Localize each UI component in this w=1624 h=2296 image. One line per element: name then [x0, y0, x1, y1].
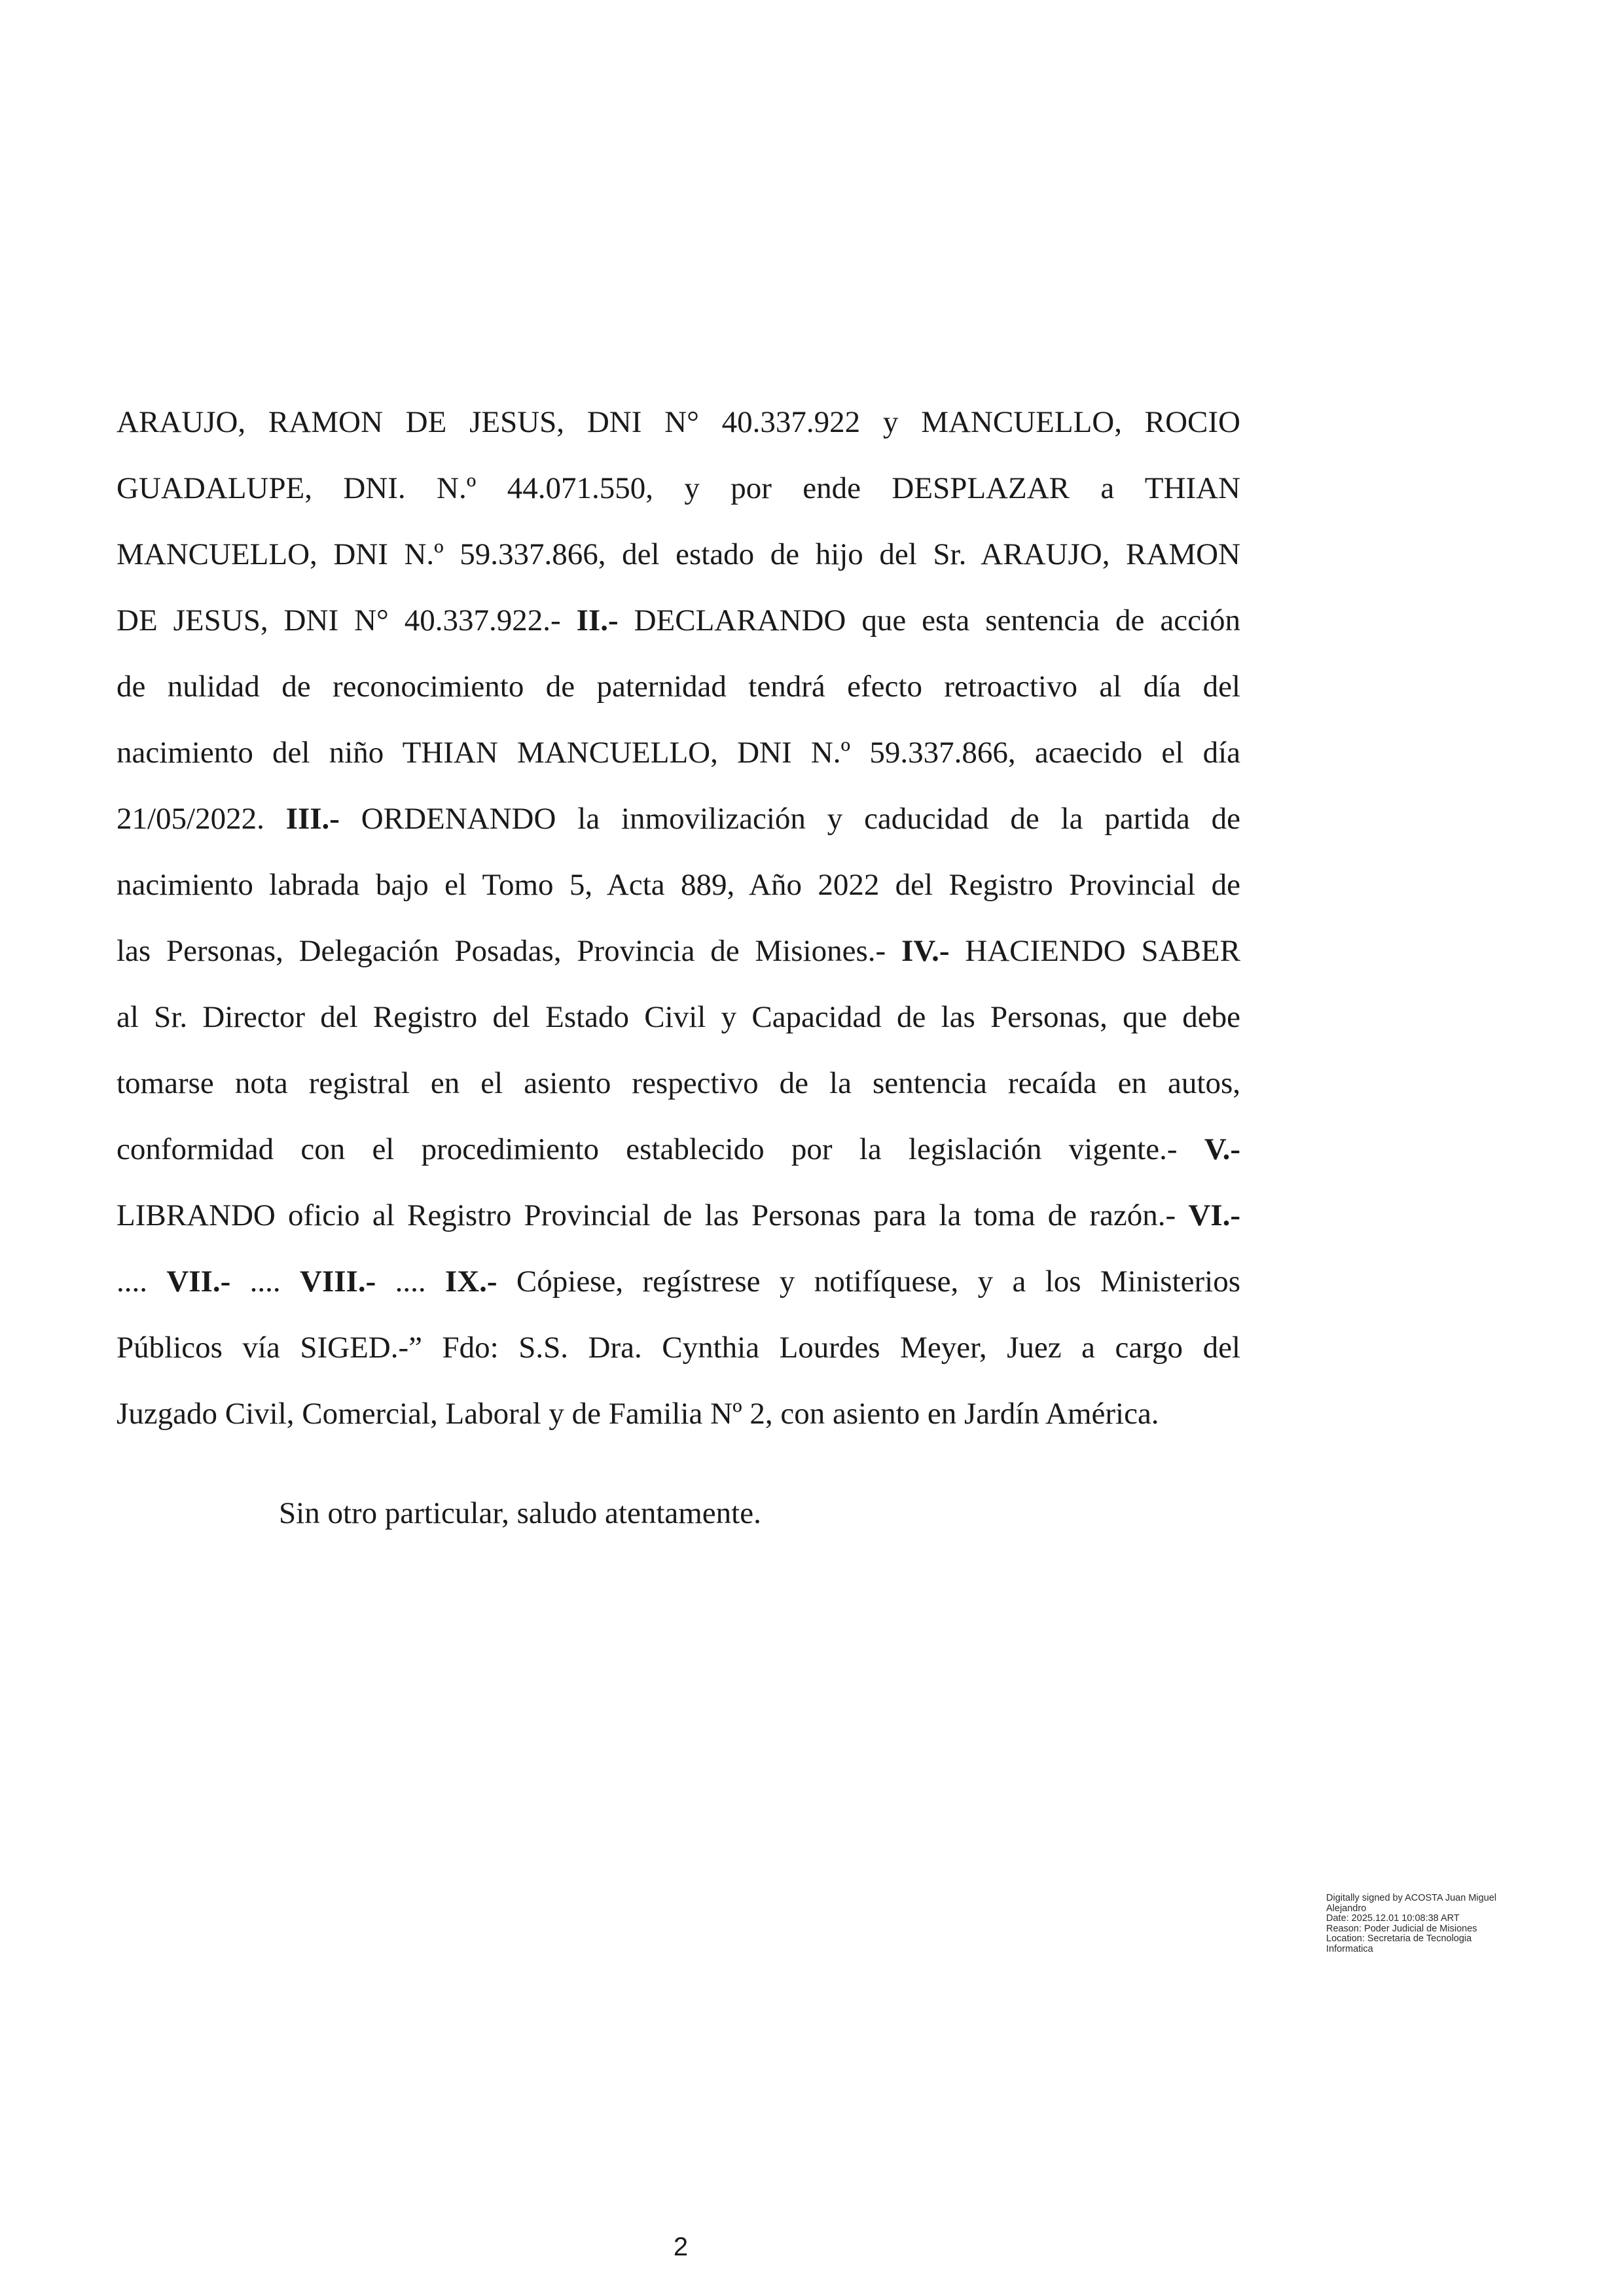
section-numeral: VI.-	[1188, 1198, 1240, 1232]
text-run: Juzgado Civil, Comercial, Laboral y de Familia Nº 2, con asiento en Jardín América.	[117, 1397, 1159, 1431]
section-numeral: III.-	[285, 802, 340, 836]
text-run: Públicos vía SIGED.-” Fdo: S.S. Dra. Cynthia Lourdes Meyer, Juez a cargo del	[117, 1331, 1240, 1365]
text-line	[117, 654, 1240, 720]
signature-line: Location: Secretaria de Tecnologia	[1326, 1933, 1472, 1944]
page-number: 2	[673, 2233, 689, 2261]
text-run: nacimiento labrada bajo el Tomo 5, Acta 889, Año 2022 del Registro Provincial de	[117, 868, 1240, 902]
text-line	[117, 720, 1240, 786]
section-numeral: II.-	[576, 603, 619, 637]
text-run: ....	[117, 1265, 167, 1299]
text-line	[117, 522, 1240, 588]
text-line	[117, 852, 1240, 918]
text-run: las Personas, Delegación Posadas, Provincia de Misiones.-	[117, 934, 901, 968]
section-numeral: V.-	[1204, 1132, 1240, 1166]
signature-line: Digitally signed by ACOSTA Juan Miguel	[1326, 1893, 1497, 1903]
section-numeral: VIII.-	[300, 1265, 376, 1299]
text-line	[117, 588, 1240, 654]
text-run: LIBRANDO oficio al Registro Provincial de las Personas para la toma de razón.-	[117, 1198, 1189, 1232]
body-text	[117, 389, 1240, 1447]
text-line	[117, 1183, 1240, 1249]
text-run: tomarse nota registral en el asiento respectivo de la sentencia recaída en autos,	[117, 1066, 1240, 1100]
text-run: conformidad con el procedimiento establecido por la legislación vigente.-	[117, 1132, 1204, 1166]
signature-line: Reason: Poder Judicial de Misiones	[1326, 1923, 1477, 1934]
text-run: ....	[376, 1265, 445, 1299]
text-run: DE JESUS, DNI N° 40.337.922.-	[117, 603, 577, 637]
text-line	[117, 1050, 1240, 1117]
text-line	[117, 456, 1240, 522]
section-numeral: IX.-	[444, 1265, 497, 1299]
section-numeral: IV.-	[901, 934, 950, 968]
text-line	[117, 984, 1240, 1050]
text-line	[117, 1315, 1240, 1381]
text-run: nacimiento del niño THIAN MANCUELLO, DNI N.º 59.337.866, acaecido el día	[117, 736, 1240, 770]
text-run: Cópiese, regístrese y notifíquese, y a los Ministerios	[497, 1265, 1241, 1299]
signature-line: Alejandro	[1326, 1903, 1367, 1914]
text-run: DECLARANDO que esta sentencia de acción	[618, 603, 1240, 637]
text-line	[117, 1249, 1240, 1315]
text-run: 21/05/2022.	[117, 802, 286, 836]
signature-line: Informatica	[1326, 1943, 1373, 1954]
text-line	[117, 786, 1240, 852]
text-run: de nulidad de reconocimiento de paternidad tendrá efecto retroactivo al día del	[117, 670, 1240, 704]
text-run: ARAUJO, RAMON DE JESUS, DNI N° 40.337.922 y MANCUELLO, ROCIO	[117, 405, 1240, 439]
text-line	[117, 389, 1240, 456]
text-line	[117, 918, 1240, 984]
text-run: GUADALUPE, DNI. N.º 44.071.550, y por ende DESPLAZAR a THIAN	[117, 471, 1240, 505]
text-run: al Sr. Director del Registro del Estado Civil y Capacidad de las Personas, que debe	[117, 1000, 1240, 1034]
text-line	[117, 1381, 1240, 1447]
section-numeral: VII.-	[166, 1265, 231, 1299]
text-run: MANCUELLO, DNI N.º 59.337.866, del estado de hijo del Sr. ARAUJO, RAMON	[117, 537, 1240, 571]
closing-line: Sin otro particular, saludo atentamente.	[279, 1496, 761, 1530]
text-run: ORDENANDO la inmovilización y caducidad de la partida de	[339, 802, 1240, 836]
text-line	[117, 1117, 1240, 1183]
signature-line: Date: 2025.12.01 10:08:38 ART	[1326, 1913, 1460, 1924]
digital-signature-block	[1326, 1893, 1536, 1954]
text-run: HACIENDO SABER	[949, 934, 1240, 968]
text-run: ....	[230, 1265, 300, 1299]
